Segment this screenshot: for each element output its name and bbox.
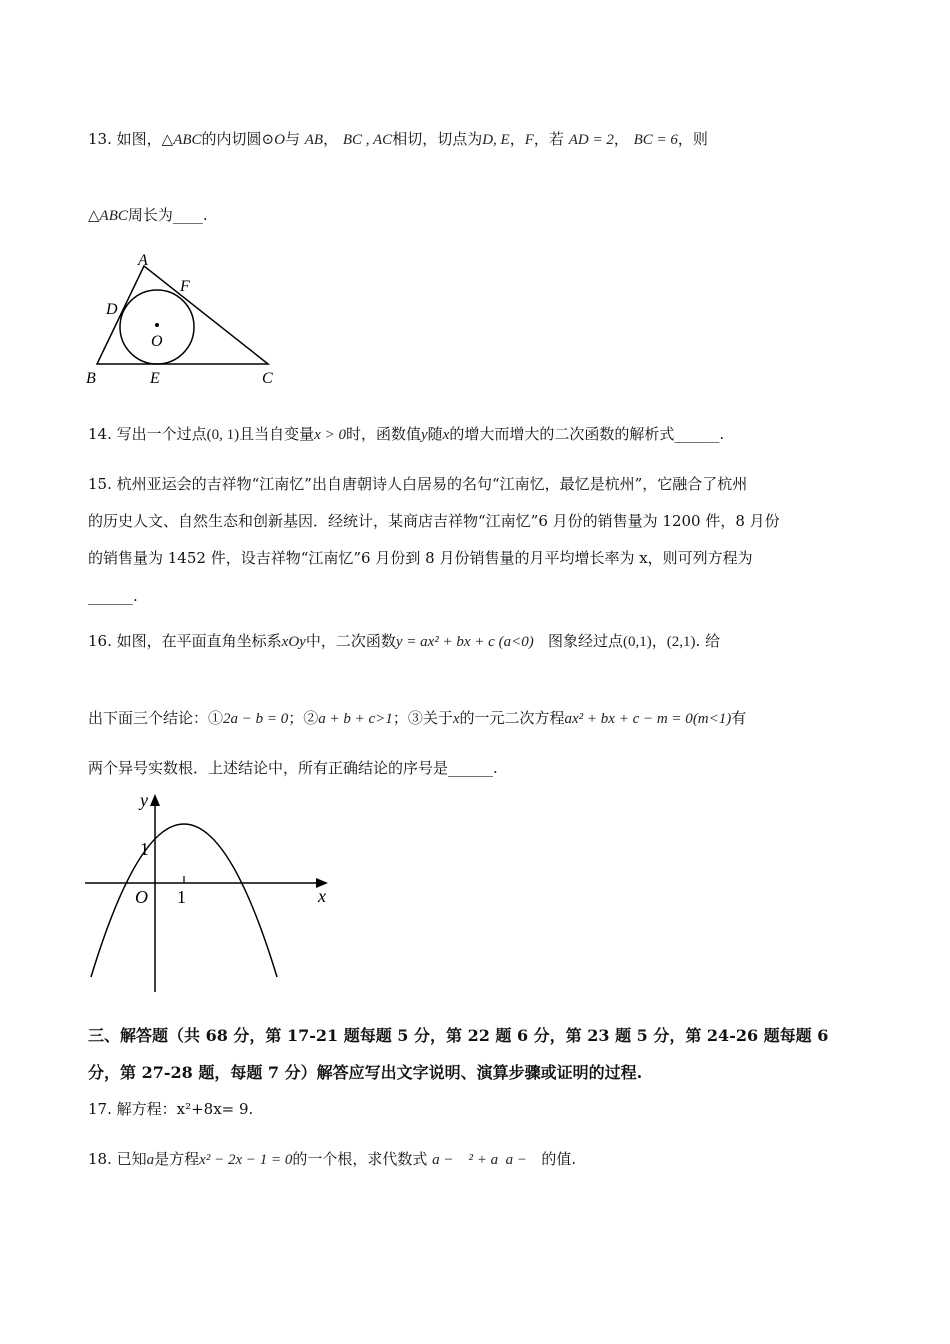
label-origin: O xyxy=(135,887,148,907)
section3-line1: 三、解答题（共 68 分，第 17-21 题每题 5 分，第 22 题 6 分，第 23 题 5 分，第 24-26 题每题 6 xyxy=(88,1026,829,1045)
q15-line3: 的销售量为 1452 件，设吉祥物“江南忆”6 月份到 8 月份销售量的月平均增长率为 x，则可列方程为 xyxy=(88,549,753,567)
q17-line: 17. 解方程：x²+8x= 9. xyxy=(88,1100,254,1118)
label-x-one: 1 xyxy=(177,887,186,907)
q15-line4: ______. xyxy=(88,587,138,605)
q13-line1: 13. 如图，△ABC的内切圆⊙O与 AB， BC , AC相切，切点为D, E，F，若 AD = 2， BC = 6，则 xyxy=(88,130,708,148)
q18-line: 18. 已知a是方程x² − 2x − 1 = 0的一个根，求代数式 a − ² + a a − 的值. xyxy=(88,1150,577,1168)
q14-number: 14. xyxy=(88,425,112,443)
label-C: C xyxy=(262,370,273,387)
label-F: F xyxy=(180,278,190,295)
label-x: x xyxy=(318,886,326,906)
q15-line2: 的历史人文、自然生态和创新基因．经统计，某商店吉祥物“江南忆”6 月份的销售量为 1200 件，8 月份 xyxy=(88,512,780,530)
q16-line3: 两个异号实数根．上述结论中，所有正确结论的序号是______. xyxy=(88,759,498,777)
label-O: O xyxy=(151,333,163,350)
label-D: D xyxy=(106,301,118,318)
figure-triangle-incircle xyxy=(82,248,282,390)
q15-line1: 15. 杭州亚运会的吉祥物“江南忆”出自唐朝诗人白居易的名句“江南忆，最忆是杭州”，它融合了杭州 xyxy=(88,475,748,493)
figure-parabola xyxy=(80,788,340,992)
label-y: y xyxy=(140,790,148,810)
q14-line: 14. 写出一个过点(0, 1)且当自变量x > 0时，函数值y随x的增大而增大的二次函数的解析式______. xyxy=(88,425,725,443)
q13-line2: △ABC周长为____. xyxy=(88,206,208,224)
label-E: E xyxy=(150,370,160,387)
q13-number: 13. xyxy=(88,130,112,148)
q16-line1: 16. 如图，在平面直角坐标系xOy中，二次函数y = ax² + bx + c (a<0) 图象经过点(0,1)，(2,1). 给 xyxy=(88,632,721,650)
center-point xyxy=(155,323,159,327)
label-y-one: 1 xyxy=(140,839,149,859)
label-A: A xyxy=(138,252,148,269)
q16-number: 16. xyxy=(88,632,112,650)
y-axis-arrow xyxy=(150,794,160,806)
section3-line2: 分，第 27-28 题，每题 7 分）解答应写出文字说明、演算步骤或证明的过程. xyxy=(88,1063,643,1082)
label-B: B xyxy=(86,370,96,387)
q18-number: 18. xyxy=(88,1150,112,1168)
q16-line2: 出下面三个结论：①2a − b = 0；②a + b + c>1；③关于x的一元二次方程ax² + bx + c − m = 0(m<1)有 xyxy=(88,709,747,727)
